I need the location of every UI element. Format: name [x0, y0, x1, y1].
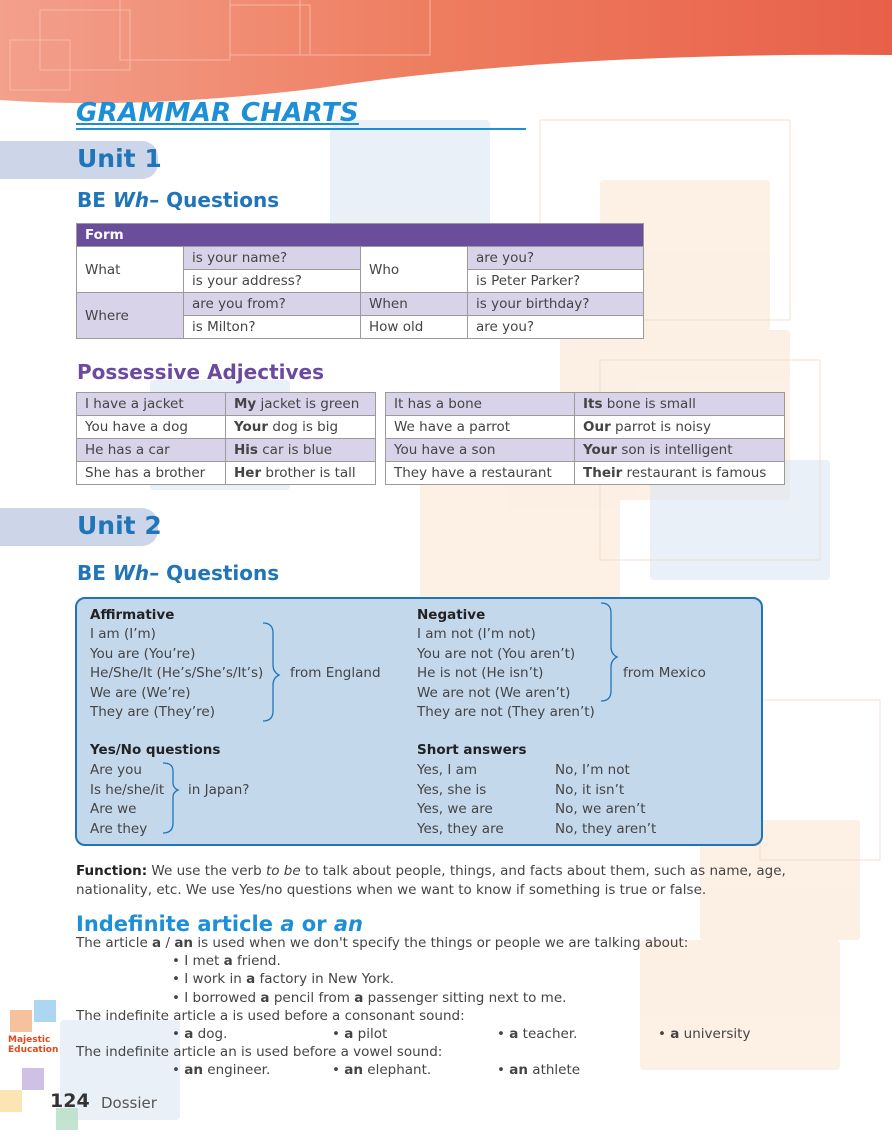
heading-prefix: BE [77, 188, 113, 212]
be-wh-questions-heading-1 [77, 188, 279, 212]
form-cell: is your address? [184, 270, 361, 293]
example-article: an [509, 1062, 528, 1078]
heading-suffix: – Questions [149, 188, 280, 212]
title-underline [76, 128, 526, 130]
poss-example [575, 462, 785, 485]
example-post: friend. [232, 953, 281, 969]
form-cell: Who [361, 247, 468, 293]
poss-sentence: You have a dog [77, 416, 226, 439]
example-post: pencil from [269, 990, 355, 1006]
example-post: passenger sitting next to me. [363, 990, 567, 1006]
example-pre: I work in [184, 971, 247, 987]
yesno-line: Is he/she/it [90, 782, 165, 798]
example-article: a [184, 1026, 194, 1042]
heading-italic: Wh [112, 561, 150, 585]
example-item: • I borrowed a pencil from a passenger sitting next to me. [172, 990, 567, 1006]
form-table [76, 223, 644, 339]
example-pre: I borrowed [184, 990, 261, 1006]
example-word: pilot [353, 1026, 388, 1042]
form-cell: Where [77, 293, 184, 339]
function-text: to talk about people, things, and facts about them, such as name, age, nationality, etc. We use Yes/no questions when we want to know if something is true or false. [76, 863, 786, 898]
poss-sentence: It has a bone [386, 393, 575, 416]
heading-suffix: – Questions [149, 561, 280, 585]
intro-a: a [152, 935, 162, 951]
short-yes: Yes, we are [417, 801, 493, 817]
function-paragraph [76, 862, 796, 900]
short-no: No, we aren’t [555, 801, 646, 817]
indefinite-intro [76, 935, 688, 951]
form-table-header: Form [77, 224, 644, 247]
poss-sentence: He has a car [77, 439, 226, 462]
heading-italic: Wh [112, 188, 150, 212]
example-article: a [260, 990, 270, 1006]
consonant-example: • a teacher. [497, 1026, 578, 1042]
short-yes: Yes, I am [417, 762, 478, 778]
form-cell: are you? [468, 247, 644, 270]
short-answers-heading: Short answers [417, 742, 527, 758]
form-cell: When [361, 293, 468, 316]
short-no: No, I’m not [555, 762, 630, 778]
example-pre: I met [184, 953, 224, 969]
yesno-complement: in Japan? [188, 782, 250, 798]
affirmative-line: I am (I’m) [90, 626, 156, 642]
brace-negative [601, 603, 617, 701]
example-word: athlete [528, 1062, 581, 1078]
example-word: teacher. [518, 1026, 578, 1042]
example-article: a [509, 1026, 519, 1042]
vowel-example: • an athlete [497, 1062, 581, 1078]
affirmative-line: They are (They’re) [90, 704, 215, 720]
poss-example [575, 393, 785, 416]
form-cell: is your birthday? [468, 293, 644, 316]
short-yes: Yes, she is [417, 782, 487, 798]
intro-text: is used when we don't specify the things or people we are talking about: [193, 935, 689, 951]
logo-line: Majestic [8, 1035, 51, 1045]
poss-example [226, 439, 376, 462]
footer-label: Dossier [101, 1094, 157, 1112]
poss-sentence: We have a parrot [386, 416, 575, 439]
unit-2-label: Unit 2 [77, 511, 162, 540]
consonant-example: • a university [658, 1026, 751, 1042]
short-no: No, they aren’t [555, 821, 657, 837]
example-word: university [679, 1026, 751, 1042]
heading-prefix: BE [77, 561, 113, 585]
form-cell: What [77, 247, 184, 293]
consonant-example: • a pilot [332, 1026, 388, 1042]
poss-sentence: They have a restaurant [386, 462, 575, 485]
function-italic: to be [265, 863, 301, 879]
poss-adj: His [234, 442, 258, 458]
poss-adj: Her [234, 465, 262, 481]
poss-rest: restaurant is famous [622, 465, 767, 481]
intro-an: an [174, 935, 194, 951]
brace-yesno [163, 763, 178, 833]
yesno-line: Are we [90, 801, 137, 817]
poss-rest: brother is tall [261, 465, 356, 481]
page-title: GRAMMAR CHARTS [76, 98, 359, 128]
form-cell: is your name? [184, 247, 361, 270]
poss-example [575, 416, 785, 439]
negative-heading: Negative [417, 607, 486, 623]
poss-example [226, 462, 376, 485]
poss-rest: jacket is green [256, 396, 360, 412]
form-cell: is Peter Parker? [468, 270, 644, 293]
example-item: • I met a friend. [172, 953, 281, 969]
be-grammar-box [75, 597, 763, 846]
poss-sentence: I have a jacket [77, 393, 226, 416]
poss-adj: Their [583, 465, 623, 481]
form-cell: is Milton? [184, 316, 361, 339]
poss-sentence: You have a son [386, 439, 575, 462]
possessive-table-right [385, 392, 785, 485]
yesno-heading: Yes/No questions [90, 742, 221, 758]
consonant-rule: The indefinite article a is used before a consonant sound: [76, 1008, 465, 1024]
short-no: No, it isn’t [555, 782, 625, 798]
example-article: a [223, 953, 233, 969]
example-article: an [184, 1062, 203, 1078]
intro-slash: / [161, 935, 175, 951]
vowel-rule: The indefinite article an is used before a vowel sound: [76, 1044, 443, 1060]
affirmative-line: You are (You’re) [90, 646, 196, 662]
negative-line: You are not (You aren’t) [417, 646, 576, 662]
negative-line: He is not (He isn’t) [417, 665, 544, 681]
poss-example [226, 416, 376, 439]
negative-line: I am not (I’m not) [417, 626, 536, 642]
poss-rest: parrot is noisy [610, 419, 711, 435]
poss-sentence: She has a brother [77, 462, 226, 485]
example-post: factory in New York. [255, 971, 395, 987]
poss-rest: bone is small [602, 396, 696, 412]
publisher-logo [8, 1035, 58, 1055]
heading-a: a [280, 912, 295, 936]
example-article: an [344, 1062, 363, 1078]
heading-an: an [333, 912, 364, 936]
logo-line: Education [8, 1045, 59, 1055]
form-cell: How old [361, 316, 468, 339]
yesno-line: Are you [90, 762, 142, 778]
form-cell: are you from? [184, 293, 361, 316]
negative-line: We are not (We aren’t) [417, 685, 571, 701]
affirmative-line: He/She/It (He’s/She’s/It’s) [90, 665, 264, 681]
negative-complement: from Mexico [623, 665, 706, 681]
poss-rest: dog is big [268, 419, 339, 435]
poss-adj: Our [583, 419, 611, 435]
affirmative-complement: from England [290, 665, 381, 681]
poss-rest: son is intelligent [617, 442, 733, 458]
unit-1-label: Unit 1 [77, 144, 162, 173]
vowel-example: • an engineer. [172, 1062, 271, 1078]
intro-text: The article [76, 935, 153, 951]
poss-adj: Its [583, 396, 603, 412]
heading-or: or [294, 912, 334, 936]
example-article: a [670, 1026, 680, 1042]
affirmative-line: We are (We’re) [90, 685, 191, 701]
form-cell: are you? [468, 316, 644, 339]
consonant-example: • a dog. [172, 1026, 228, 1042]
example-item: • I work in a factory in New York. [172, 971, 395, 987]
be-wh-questions-heading-2 [77, 561, 279, 585]
poss-example [226, 393, 376, 416]
poss-adj: Your [583, 442, 618, 458]
poss-rest: car is blue [257, 442, 333, 458]
example-word: dog. [193, 1026, 228, 1042]
example-article: a [246, 971, 256, 987]
vowel-example: • an elephant. [332, 1062, 432, 1078]
indefinite-article-heading [76, 912, 363, 936]
example-article: a [344, 1026, 354, 1042]
heading-text: Indefinite article [76, 912, 281, 936]
poss-example [575, 439, 785, 462]
poss-adj: Your [234, 419, 269, 435]
page-number: 124 [50, 1090, 90, 1112]
short-yes: Yes, they are [417, 821, 504, 837]
possessive-adjectives-heading: Possessive Adjectives [77, 360, 324, 384]
negative-line: They are not (They aren’t) [417, 704, 595, 720]
function-label: Function: [76, 863, 148, 879]
function-text: We use the verb [147, 863, 266, 879]
possessive-table-left [76, 392, 376, 485]
example-word: engineer. [203, 1062, 271, 1078]
poss-adj: My [234, 396, 257, 412]
yesno-line: Are they [90, 821, 148, 837]
brace-affirmative [263, 623, 279, 721]
example-article: a [354, 990, 364, 1006]
example-word: elephant. [363, 1062, 432, 1078]
affirmative-heading: Affirmative [90, 607, 175, 623]
